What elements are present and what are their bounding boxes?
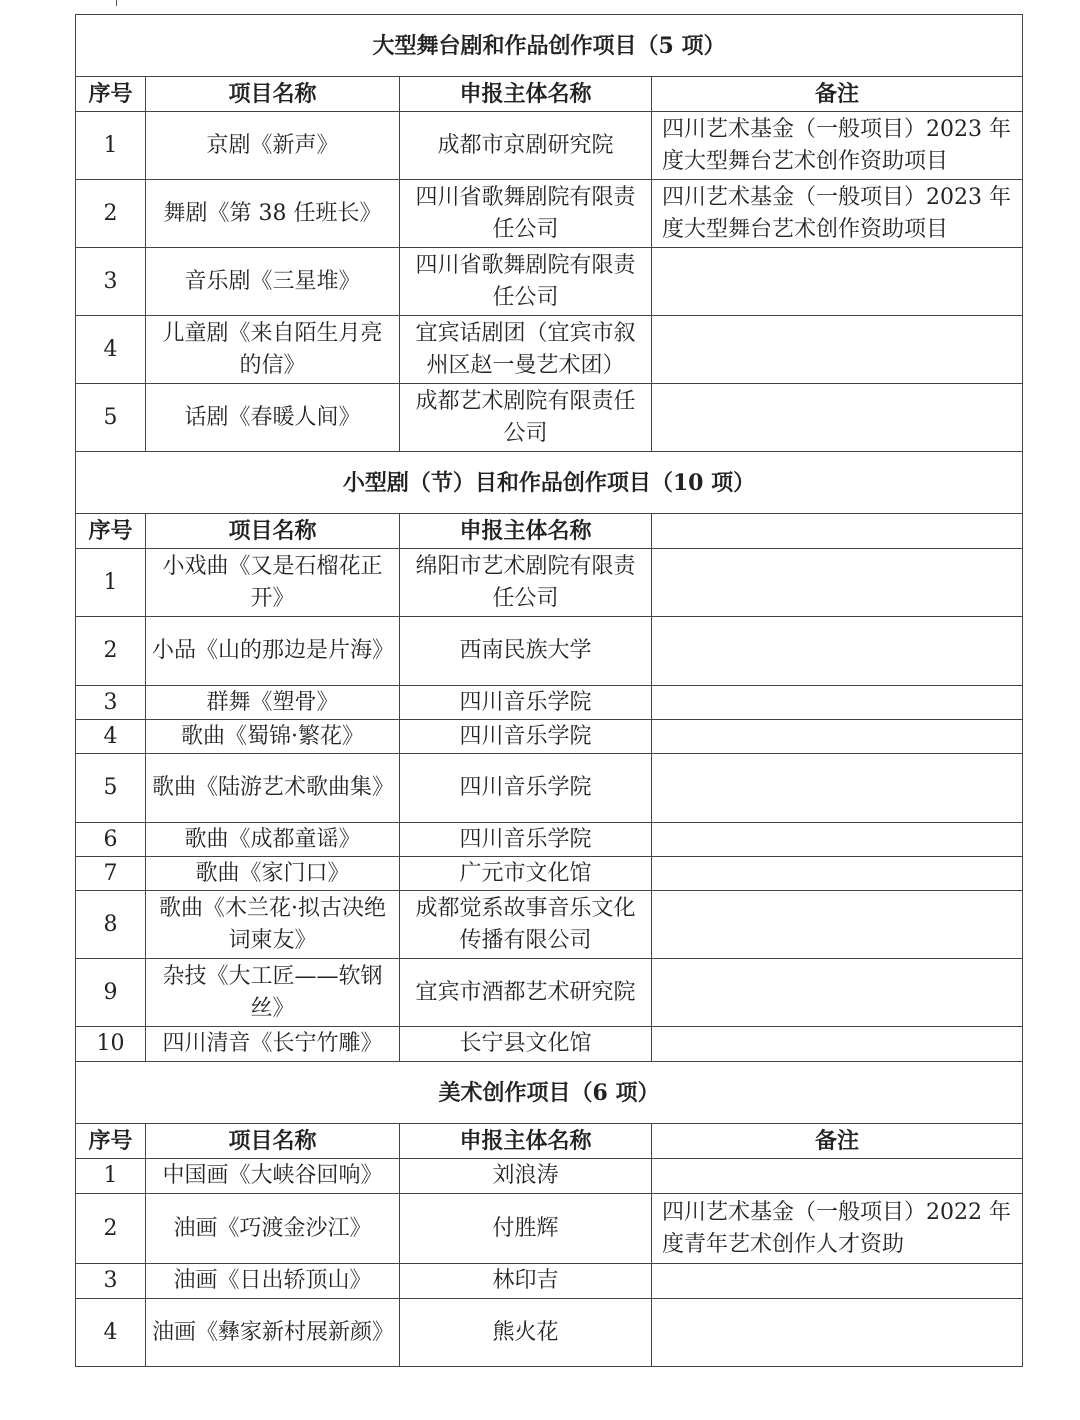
table-row bbox=[76, 180, 1023, 248]
cell-remark: 四川艺术基金（一般项目）2022 年度青年艺术创作人才资助 bbox=[652, 1194, 1023, 1264]
cell-project-name: 油画《日出轿顶山》 bbox=[146, 1264, 400, 1299]
cell-project-name: 小品《山的那边是片海》 bbox=[146, 617, 400, 686]
cell-applicant-name: 刘浪涛 bbox=[400, 1159, 652, 1194]
cell-project-name: 油画《巧渡金沙江》 bbox=[146, 1194, 400, 1264]
cell-applicant-name: 林印吉 bbox=[400, 1264, 652, 1299]
column-header-remark: 备注 bbox=[652, 1124, 1023, 1159]
table-row bbox=[76, 1264, 1023, 1299]
column-header-applicant-name: 申报主体名称 bbox=[400, 1124, 652, 1159]
header-row bbox=[76, 77, 1023, 112]
table-row bbox=[76, 823, 1023, 857]
cell-project-name: 歌曲《成都童谣》 bbox=[146, 823, 400, 857]
table-row bbox=[76, 959, 1023, 1027]
column-header-remark: 备注 bbox=[652, 77, 1023, 112]
cell-project-name: 小戏曲《又是石榴花正开》 bbox=[146, 549, 400, 617]
cell-project-name: 歌曲《陆游艺术歌曲集》 bbox=[146, 754, 400, 823]
cell-applicant-name: 四川省歌舞剧院有限责任公司 bbox=[400, 248, 652, 316]
cell-project-name: 舞剧《第 38 任班长》 bbox=[146, 180, 400, 248]
table-row bbox=[76, 754, 1023, 823]
cell-applicant-name: 四川音乐学院 bbox=[400, 823, 652, 857]
cell-project-name: 群舞《塑骨》 bbox=[146, 686, 400, 720]
cell-remark bbox=[652, 720, 1023, 754]
cell-applicant-name: 四川音乐学院 bbox=[400, 686, 652, 720]
cell-remark bbox=[652, 384, 1023, 452]
cell-applicant-name: 四川音乐学院 bbox=[400, 754, 652, 823]
section-title-row bbox=[76, 1062, 1023, 1124]
cell-index: 7 bbox=[76, 857, 146, 891]
cell-index: 8 bbox=[76, 891, 146, 959]
table-row bbox=[76, 720, 1023, 754]
cell-remark bbox=[652, 823, 1023, 857]
cell-remark bbox=[652, 549, 1023, 617]
column-header-applicant-name: 申报主体名称 bbox=[400, 514, 652, 549]
column-header-project-name: 项目名称 bbox=[146, 1124, 400, 1159]
cell-remark bbox=[652, 959, 1023, 1027]
cell-applicant-name: 付胜辉 bbox=[400, 1194, 652, 1264]
header-row bbox=[76, 514, 1023, 549]
column-header-index: 序号 bbox=[76, 77, 146, 112]
table-row bbox=[76, 316, 1023, 384]
header-row bbox=[76, 1124, 1023, 1159]
cell-project-name: 中国画《大峡谷回响》 bbox=[146, 1159, 400, 1194]
table-row bbox=[76, 1194, 1023, 1264]
cell-project-name: 杂技《大工匠——软钢丝》 bbox=[146, 959, 400, 1027]
cell-remark bbox=[652, 686, 1023, 720]
cell-remark bbox=[652, 1159, 1023, 1194]
column-header-applicant-name: 申报主体名称 bbox=[400, 77, 652, 112]
cell-applicant-name: 成都觉系故事音乐文化传播有限公司 bbox=[400, 891, 652, 959]
cell-applicant-name: 四川省歌舞剧院有限责任公司 bbox=[400, 180, 652, 248]
column-header-project-name: 项目名称 bbox=[146, 514, 400, 549]
column-header-remark bbox=[652, 514, 1023, 549]
cell-remark: 四川艺术基金（一般项目）2023 年度大型舞台艺术创作资助项目 bbox=[652, 112, 1023, 180]
cell-index: 1 bbox=[76, 1159, 146, 1194]
section-title-row bbox=[76, 15, 1023, 77]
cell-remark bbox=[652, 248, 1023, 316]
cell-applicant-name: 宜宾话剧团（宜宾市叙州区赵一曼艺术团） bbox=[400, 316, 652, 384]
table-row bbox=[76, 1299, 1023, 1367]
cell-project-name: 歌曲《蜀锦·繁花》 bbox=[146, 720, 400, 754]
cell-index: 10 bbox=[76, 1027, 146, 1062]
cell-project-name: 四川清音《长宁竹雕》 bbox=[146, 1027, 400, 1062]
cell-index: 3 bbox=[76, 1264, 146, 1299]
table-row bbox=[76, 857, 1023, 891]
cell-remark bbox=[652, 1264, 1023, 1299]
cell-index: 6 bbox=[76, 823, 146, 857]
section-title: 大型舞台剧和作品创作项目（5 项） bbox=[76, 15, 1023, 77]
cell-index: 5 bbox=[76, 384, 146, 452]
cell-remark bbox=[652, 1027, 1023, 1062]
cell-remark bbox=[652, 1299, 1023, 1367]
table-row bbox=[76, 112, 1023, 180]
cell-applicant-name: 绵阳市艺术剧院有限责任公司 bbox=[400, 549, 652, 617]
cell-project-name: 歌曲《木兰花·拟古决绝词柬友》 bbox=[146, 891, 400, 959]
table-row bbox=[76, 549, 1023, 617]
cell-applicant-name: 长宁县文化馆 bbox=[400, 1027, 652, 1062]
cell-remark bbox=[652, 857, 1023, 891]
table-row bbox=[76, 686, 1023, 720]
cell-remark: 四川艺术基金（一般项目）2023 年度大型舞台艺术创作资助项目 bbox=[652, 180, 1023, 248]
column-header-index: 序号 bbox=[76, 514, 146, 549]
cell-remark bbox=[652, 316, 1023, 384]
cell-applicant-name: 宜宾市酒都艺术研究院 bbox=[400, 959, 652, 1027]
cell-remark bbox=[652, 617, 1023, 686]
section-title: 美术创作项目（6 项） bbox=[76, 1062, 1023, 1124]
cell-index: 3 bbox=[76, 248, 146, 316]
cell-project-name: 话剧《春暖人间》 bbox=[146, 384, 400, 452]
cell-applicant-name: 成都市京剧研究院 bbox=[400, 112, 652, 180]
column-header-index: 序号 bbox=[76, 1124, 146, 1159]
section-title-row bbox=[76, 452, 1023, 514]
table-row bbox=[76, 384, 1023, 452]
cell-index: 2 bbox=[76, 1194, 146, 1264]
cell-project-name: 京剧《新声》 bbox=[146, 112, 400, 180]
cell-project-name: 油画《彝家新村展新颜》 bbox=[146, 1299, 400, 1367]
table-row bbox=[76, 248, 1023, 316]
project-list-table bbox=[75, 14, 1023, 1367]
cell-applicant-name: 成都艺术剧院有限责任公司 bbox=[400, 384, 652, 452]
cell-applicant-name: 西南民族大学 bbox=[400, 617, 652, 686]
section-title: 小型剧（节）目和作品创作项目（10 项） bbox=[76, 452, 1023, 514]
cell-remark bbox=[652, 891, 1023, 959]
cell-index: 1 bbox=[76, 112, 146, 180]
table-row bbox=[76, 1027, 1023, 1062]
cell-remark bbox=[652, 754, 1023, 823]
cell-project-name: 儿童剧《来自陌生月亮的信》 bbox=[146, 316, 400, 384]
cell-project-name: 歌曲《家门口》 bbox=[146, 857, 400, 891]
cell-index: 3 bbox=[76, 686, 146, 720]
cell-index: 4 bbox=[76, 720, 146, 754]
cell-index: 1 bbox=[76, 549, 146, 617]
table-row bbox=[76, 1159, 1023, 1194]
cell-index: 2 bbox=[76, 617, 146, 686]
cell-index: 2 bbox=[76, 180, 146, 248]
table-row bbox=[76, 617, 1023, 686]
cell-applicant-name: 熊火花 bbox=[400, 1299, 652, 1367]
cell-applicant-name: 四川音乐学院 bbox=[400, 720, 652, 754]
cell-index: 9 bbox=[76, 959, 146, 1027]
page-mark bbox=[116, 0, 117, 6]
cell-applicant-name: 广元市文化馆 bbox=[400, 857, 652, 891]
cell-index: 5 bbox=[76, 754, 146, 823]
column-header-project-name: 项目名称 bbox=[146, 77, 400, 112]
cell-project-name: 音乐剧《三星堆》 bbox=[146, 248, 400, 316]
cell-index: 4 bbox=[76, 1299, 146, 1367]
table-row bbox=[76, 891, 1023, 959]
cell-index: 4 bbox=[76, 316, 146, 384]
